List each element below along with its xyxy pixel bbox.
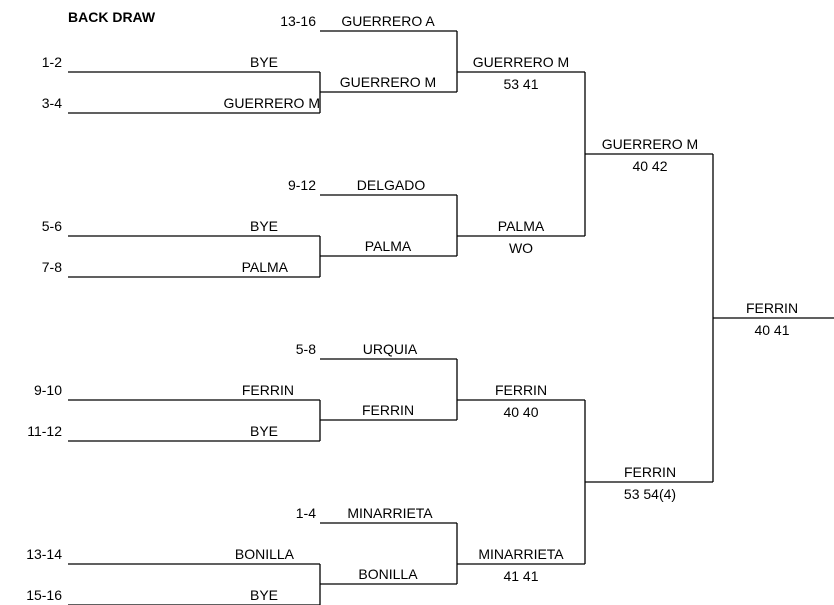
- slot-player: GUERRERO M: [339, 74, 437, 90]
- match-score: 40 41: [754, 322, 790, 338]
- round3-slot-1: [457, 54, 585, 92]
- slot-player: GUERRERO M: [472, 54, 570, 70]
- final-slot: [713, 300, 834, 338]
- entrant-slot-3: [296, 341, 457, 359]
- round3-slot-4: [457, 546, 585, 584]
- draw-title: BACK DRAW: [68, 9, 156, 25]
- slot-seed: 15-16: [26, 587, 62, 603]
- slot-seed: 9-10: [33, 382, 62, 398]
- slot-player: GUERRERO A: [341, 13, 435, 29]
- match-score: 53 41: [503, 76, 539, 92]
- slot-player: GUERRERO M: [601, 136, 699, 152]
- slot-player: MINARRIETA: [347, 505, 433, 521]
- slot-player: FERRIN: [241, 382, 294, 398]
- round1-slot-1: [42, 54, 320, 72]
- slot-player: FERRIN: [745, 300, 799, 316]
- round1-slot-5: [34, 382, 320, 400]
- round1-slot-8: [26, 587, 320, 605]
- slot-player: BYE: [249, 587, 278, 603]
- match-score: 40 42: [632, 158, 668, 174]
- slot-seed: 1-2: [41, 54, 62, 70]
- slot-player: BONILLA: [358, 566, 418, 582]
- round1-slot-3: [42, 218, 320, 236]
- round2-slot-1: [320, 74, 457, 92]
- slot-seed: 1-4: [295, 505, 316, 521]
- round2-slot-2: [320, 238, 457, 256]
- slot-player: PALMA: [364, 238, 412, 254]
- slot-player: FERRIN: [494, 382, 548, 398]
- slot-player: PALMA: [497, 218, 545, 234]
- slot-player: FERRIN: [623, 464, 677, 480]
- slot-player: GUERRERO M: [223, 95, 320, 111]
- slot-player: BYE: [249, 54, 278, 70]
- slot-seed: 11-12: [27, 423, 62, 439]
- round2-slot-3: [320, 402, 457, 420]
- slot-seed: 3-4: [41, 95, 62, 111]
- round1-slot-2: [42, 95, 320, 113]
- match-score: 40 40: [503, 404, 539, 420]
- round3-slot-2: [457, 218, 585, 256]
- slot-seed: 7-8: [41, 259, 62, 275]
- slot-player: URQUIA: [362, 341, 418, 357]
- match-score: 53 54(4): [623, 486, 677, 502]
- slot-player: BYE: [249, 423, 278, 439]
- entrant-slot-1: [280, 13, 457, 31]
- slot-seed: 13-14: [26, 546, 62, 562]
- slot-seed: 9-12: [287, 177, 316, 193]
- entrant-slot-2: [288, 177, 457, 195]
- slot-player: MINARRIETA: [478, 546, 564, 562]
- slot-player: DELGADO: [356, 177, 426, 193]
- slot-seed: 5-6: [41, 218, 62, 234]
- slot-player: BONILLA: [234, 546, 294, 562]
- entrant-slot-4: [296, 505, 457, 523]
- round2-slot-4: [320, 566, 457, 584]
- round4-slot-1: [585, 136, 713, 174]
- slot-seed: 5-8: [295, 341, 316, 357]
- match-score: WO: [508, 240, 534, 256]
- slot-player: BYE: [249, 218, 278, 234]
- slot-player: PALMA: [241, 259, 288, 275]
- round1-slot-4: [42, 259, 320, 277]
- round1-slot-6: [27, 423, 320, 441]
- slot-player: FERRIN: [361, 402, 415, 418]
- slot-seed: 13-16: [280, 13, 316, 29]
- round3-slot-3: [457, 382, 585, 420]
- match-score: 41 41: [503, 568, 539, 584]
- round4-slot-2: [585, 464, 713, 502]
- round1-slot-7: [26, 546, 320, 564]
